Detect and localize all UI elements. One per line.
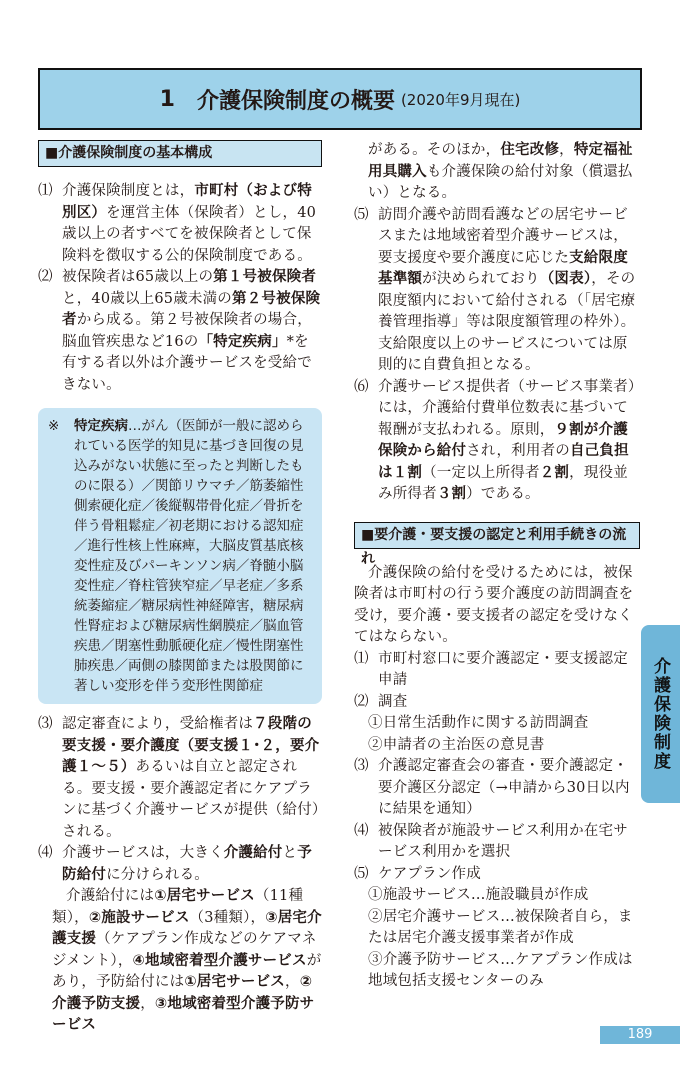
paragraph-2 xyxy=(38,267,322,396)
text-run: （3種類）， xyxy=(189,909,266,926)
text-run: 介護保険制度とは， xyxy=(62,183,195,199)
bold-term: ②介護予防支援 xyxy=(52,974,313,1012)
bold-term: 第２号被保険者 xyxy=(62,290,321,328)
bold-term: ③居宅介護支援 xyxy=(52,909,322,947)
text-run: （一定以上所得者 xyxy=(422,464,540,481)
text-run: も介護保険の給付対象（償還払い）となる。 xyxy=(368,163,633,201)
chapter-title-box xyxy=(38,68,642,130)
paragraph-4-continued xyxy=(354,140,640,205)
paragraph-label: ⑸ xyxy=(354,206,369,223)
step-1 xyxy=(354,649,640,692)
bold-term: 予防給付 xyxy=(62,845,312,883)
step-label: ⑵ xyxy=(354,693,369,710)
page-number: 189 xyxy=(600,1026,680,1044)
step-2-sub-1: ①日常生活動作に関する訪問調査 xyxy=(368,715,589,731)
section-heading-basic: ■介護保険制度の基本構成 xyxy=(38,140,322,167)
step-label: ⑷ xyxy=(354,822,369,839)
text-run: ，現役並み所得者 xyxy=(378,464,628,502)
paragraph-1 xyxy=(38,181,322,267)
text-run: 介護サービス提供者（サービス事業者）には，介護給付費単位数表に基づいて報酬が支払われる。原則， xyxy=(378,378,636,438)
chapter-date: (2020年9月現在) xyxy=(400,90,521,109)
step-text: 調査 xyxy=(378,693,408,710)
text-run: 訪問介護や訪問看護などの居宅サービスまたは地域密着型介護サービスは，要支援度や要介護度に応じた xyxy=(378,206,628,266)
step-text: 介護認定審査会の審査・要介護認定・要介護区分認定（→申請から30日以内に結果を通知） xyxy=(378,758,630,817)
bold-term: ④地域密着型介護サービス xyxy=(132,952,307,969)
text-run: ）である。 xyxy=(466,486,540,502)
text-run: があり，予防給付には xyxy=(52,952,322,990)
text-run: ， xyxy=(140,995,155,1012)
text-run: あるいは自立と認定される。要支援・要介護認定者にケアプランに基づく介護サービスが提供（給付）される。 xyxy=(62,759,320,840)
text-run: がある。そのほか， xyxy=(368,142,501,158)
text-run: （ケアプラン作成などのケアマネジメント）， xyxy=(52,931,317,969)
step-5-sub-3: ③介護予防サービス…ケアプラン作成は地域包括支援センターのみ xyxy=(368,951,633,989)
paragraph-5 xyxy=(354,205,640,377)
note-mark: ※ xyxy=(48,418,60,434)
step-text: ケアプラン作成 xyxy=(378,865,481,882)
bold-term: ③地域密着型介護予防サービス xyxy=(52,995,315,1033)
text-run: と xyxy=(282,845,298,861)
text-run: が決められており xyxy=(422,271,540,287)
bold-term: ①居宅サービス xyxy=(154,888,255,904)
bold-term: ３割 xyxy=(436,486,467,502)
text-run: され，利用者の xyxy=(466,443,570,459)
step-text: 被保険者が施設サービス利用か在宅サービス利用かを選択 xyxy=(378,822,628,860)
paragraph-label: ⑶ xyxy=(38,716,53,732)
bold-term: 介護給付 xyxy=(223,845,283,861)
step-2 xyxy=(354,692,640,714)
side-tab-label: 介護保険制度 xyxy=(650,657,670,771)
left-column xyxy=(38,140,322,1037)
bold-term: 「特定疾病」 xyxy=(198,333,287,350)
step-text: 市町村窓口に要介護認定・要支援認定申請 xyxy=(378,650,628,688)
bold-term: 自己負担は１割 xyxy=(378,443,629,481)
paragraph-label: ⑹ xyxy=(354,378,369,395)
text-run: を運営主体（保険者）とし，40歳以上の者すべてを被保険者として保険料を徴収する公的保険制度である。 xyxy=(62,204,317,264)
text-run: ，その限度額内において給付される（「居宅療養管理指導」等は限度額管理の枠外）。支給限度以上のサービスについては原則的に自費負担となる。 xyxy=(378,271,636,373)
paragraph-label: ⑷ xyxy=(38,845,53,861)
text-run: 介護サービスは，大きく xyxy=(62,845,224,861)
text-run: （11種類）， xyxy=(52,888,304,926)
chapter-title: 介護保険制度の概要 xyxy=(196,88,395,114)
bold-term: ①居宅サービス xyxy=(184,974,285,990)
paragraph-6 xyxy=(354,377,640,506)
bold-term: 第１号被保険者 xyxy=(213,269,317,285)
certification-intro: 介護保険の給付を受けるためには，被保険者は市町村の行う要介護度の訪問調査を受け，要介護・要支援者の認定を受けなくてはならない。 xyxy=(354,564,634,645)
text-run: と，40歳以上65歳未満の xyxy=(62,290,233,307)
text-run: *を有する者以外は介護サービスを受給できない。 xyxy=(62,333,312,393)
chapter-number: 1 xyxy=(159,86,175,112)
right-column xyxy=(354,140,640,993)
bold-term: ９割が介護保険から給付 xyxy=(378,421,628,459)
step-5 xyxy=(354,864,640,886)
text-run: ， xyxy=(285,974,300,990)
bold-term: 市町村（および特別区） xyxy=(62,183,312,221)
step-label: ⑴ xyxy=(354,650,369,667)
note-text: …がん（医師が一般に認められている医学的知見に基づき回復の見込みがない状態に至ったと判断したものに限る）／関節リウマチ／筋萎縮性側索硬化症／後縦靱帯骨化症／骨折を伴う骨粗鬆症／初老期における認知症／進行性核上性麻痺，大脳皮質基底核変性症及びパーキンソン病／脊髄小脳変性症／脊柱管狭窄症／早老症／多系統萎縮症／糖尿病性神経障害，糖尿病性腎症および糖尿病性網膜症／脳血管疾患／閉塞性動脈硬化症／慢性閉塞性肺疾患／両側の膝関節または股関節に著しい変形を伴う変形性関節症 xyxy=(74,418,304,694)
paragraph-label: ⑵ xyxy=(38,269,53,285)
text-run: 認定審査により，受給権者は xyxy=(62,716,254,732)
bold-term: ７段階の要支援・要介護度（要支援１･２，要介護１～５） xyxy=(62,716,320,775)
paragraph-3 xyxy=(38,714,322,843)
step-5-sub-1: ①施設サービス…施設職員が作成 xyxy=(368,887,589,903)
section-heading-certification: ■要介護・要支援の認定と利用手続きの流れ xyxy=(354,522,640,549)
chapter-side-tab xyxy=(641,625,680,803)
step-4 xyxy=(354,821,640,864)
bold-term: 特定疾病 xyxy=(74,418,128,434)
text-run: ， xyxy=(559,142,574,158)
paragraph-label: ⑴ xyxy=(38,183,53,199)
step-label: ⑶ xyxy=(354,758,369,774)
text-run: に分けられる。 xyxy=(106,866,210,883)
step-3 xyxy=(354,756,640,821)
paragraph-4 xyxy=(38,843,322,886)
bold-term: ②施設サービス xyxy=(88,909,190,926)
bold-term: 支給限度基準額 xyxy=(378,249,628,287)
bold-term: ２割 xyxy=(539,464,570,481)
text-run: から成る。第２号被保険者の場合，脳血管疾患など16の xyxy=(62,312,312,350)
bold-term: （図表） xyxy=(539,271,592,287)
bold-term: 特定福祉用具購入 xyxy=(368,142,633,180)
paragraph-4-detail xyxy=(38,886,322,1037)
step-label: ⑸ xyxy=(354,865,369,882)
step-2-sub-2: ②申請者の主治医の意見書 xyxy=(368,736,545,753)
specific-disease-note xyxy=(38,408,322,704)
bold-term: 住宅改修 xyxy=(500,142,560,158)
text-run: 介護給付には xyxy=(66,888,155,904)
text-run: 被保険者は65歳以上の xyxy=(62,269,214,285)
step-5-sub-2: ②居宅介護サービス…被保険者自ら，または居宅介護支援事業者が作成 xyxy=(368,908,633,946)
